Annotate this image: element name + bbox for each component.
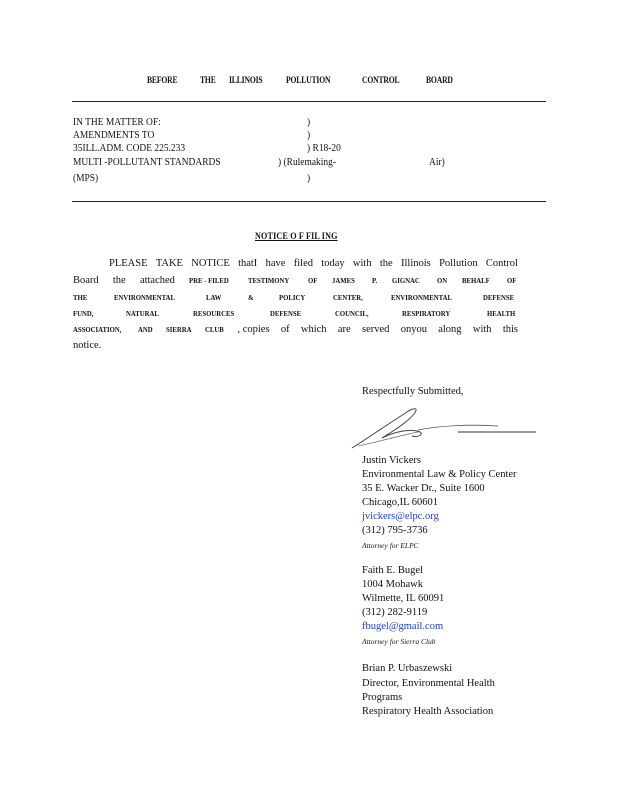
body-word: today [321,258,345,269]
body-word: AND [138,325,153,334]
signer-phone: (312) 282-9119 [362,607,428,618]
body-word: RESPIRATORY [402,309,451,318]
docket-number: ) R18-20 [307,143,341,154]
body-word: NOTICE [191,258,230,269]
caption-paren: ) [307,130,311,141]
body-word: FUND, [73,309,94,318]
caption-line: AMENDMENTS TO [73,130,155,141]
body-word: Board [73,275,99,286]
body-word: POLICY [278,293,306,302]
signer-line: Chicago,IL 60601 [362,497,439,508]
signer-line: 1004 Mohawk [362,579,423,590]
body-word: of [280,324,290,335]
body-word: DEFENSE [483,293,515,302]
body-word: Pollution [439,258,478,269]
signer-phone: (312) 795-3736 [362,525,428,536]
body-line-2 [73,273,518,289]
header-word: CONTROL [362,75,400,85]
signer-line: 35 E. Wacker Dr., Suite 1600 [362,483,485,494]
body-word: , copies [237,324,270,335]
notice-title: NOTICE O F FIL ING [255,231,338,241]
body-word: filed [293,258,313,269]
body-word: RESOURCES [193,309,235,318]
body-line-1 [109,256,518,272]
body-word: HEALTH [486,309,515,318]
header-word: ILLINOIS [229,75,263,85]
body-word: with [352,258,372,269]
body-word: BEHALF [462,276,491,285]
body-word: served [361,324,390,335]
caption-paren: ) [307,173,311,184]
body-word: which [300,324,327,335]
body-word: DEFENSE [269,309,301,318]
body-word: attached [139,275,175,286]
body-word: OF [307,276,317,285]
body-word: Control [485,258,518,269]
signer-line: Wilmette, IL 60091 [362,593,445,604]
caption-paren: ) [307,117,311,128]
caption-line: (MPS) [73,173,99,184]
header-word: BOARD [426,75,453,85]
body-word: CENTER, [332,293,363,302]
header-word: THE [200,75,216,85]
body-line-5 [73,322,518,338]
body-word: NATURAL [126,309,160,318]
caption-line: IN THE MATTER OF: [73,117,161,128]
body-word: GIGNAC [391,276,420,285]
body-word: are [337,324,351,335]
caption-bottom-rule [72,201,546,202]
body-word: TESTIMONY [247,276,289,285]
signer-role: Attorney for ELPC [362,541,419,550]
caption-line: MULTI -POLLUTANT STANDARDS [73,157,221,168]
body-word: the [379,258,393,269]
signer-role: Attorney for Sierra Club [362,637,436,646]
body-word: JAMES [332,276,356,285]
caption-top-rule [72,101,546,102]
body-line-6: notice. [73,340,102,351]
email-link[interactable]: fbugel@gmail.com [362,621,444,632]
body-word: LAW [206,293,222,302]
body-word: TAKE [155,258,183,269]
header-word: POLLUTION [286,75,331,85]
body-word: COUNCIL, [334,309,369,318]
body-word: with [472,324,492,335]
body-word: & [247,293,254,302]
body-word: have [265,258,286,269]
body-word: ENVIRONMENTAL [113,293,175,302]
notice-body [73,256,518,356]
rulemaking-label-end: Air) [429,157,445,168]
body-word: PRE - FILED [189,276,229,285]
body-word: ON [436,276,448,285]
body-word: CLUB [205,325,225,334]
signer-line: Respiratory Health Association [362,706,494,717]
signer-line: Environmental Law & Policy Center [362,469,517,480]
body-word: this [502,324,518,335]
handwritten-signature [348,402,538,454]
body-word: Illinois [401,258,431,269]
signer-name: Brian P. Urbaszewski [362,663,453,674]
closing: Respectfully Submitted, [362,386,464,397]
body-word: along [438,324,462,335]
body-word: PLEASE [109,258,148,269]
header-word: BEFORE [147,75,178,85]
body-word: ASSOCIATION, [73,325,122,334]
body-word: P. [371,276,378,285]
signer-name: Faith E. Bugel [362,565,423,576]
body-line-4 [73,306,518,322]
signer-line: Director, Environmental Health [362,678,495,689]
signer-line: Programs [362,692,403,703]
body-word: thatI [238,258,258,269]
body-word: ENVIRONMENTAL [390,293,452,302]
body-word: the [112,275,126,286]
body-word: THE [73,293,88,302]
body-word: SIERRA [165,325,192,334]
signer-name: Justin Vickers [362,455,421,466]
rulemaking-label: ) (Rulemaking- [278,157,337,168]
body-line-3 [73,290,518,306]
email-link[interactable]: jvickers@elpc.org [362,511,439,522]
body-word: OF [507,276,517,285]
body-word: onyou [400,324,427,335]
caption-line: 35ILL.ADM. CODE 225.233 [73,143,186,154]
